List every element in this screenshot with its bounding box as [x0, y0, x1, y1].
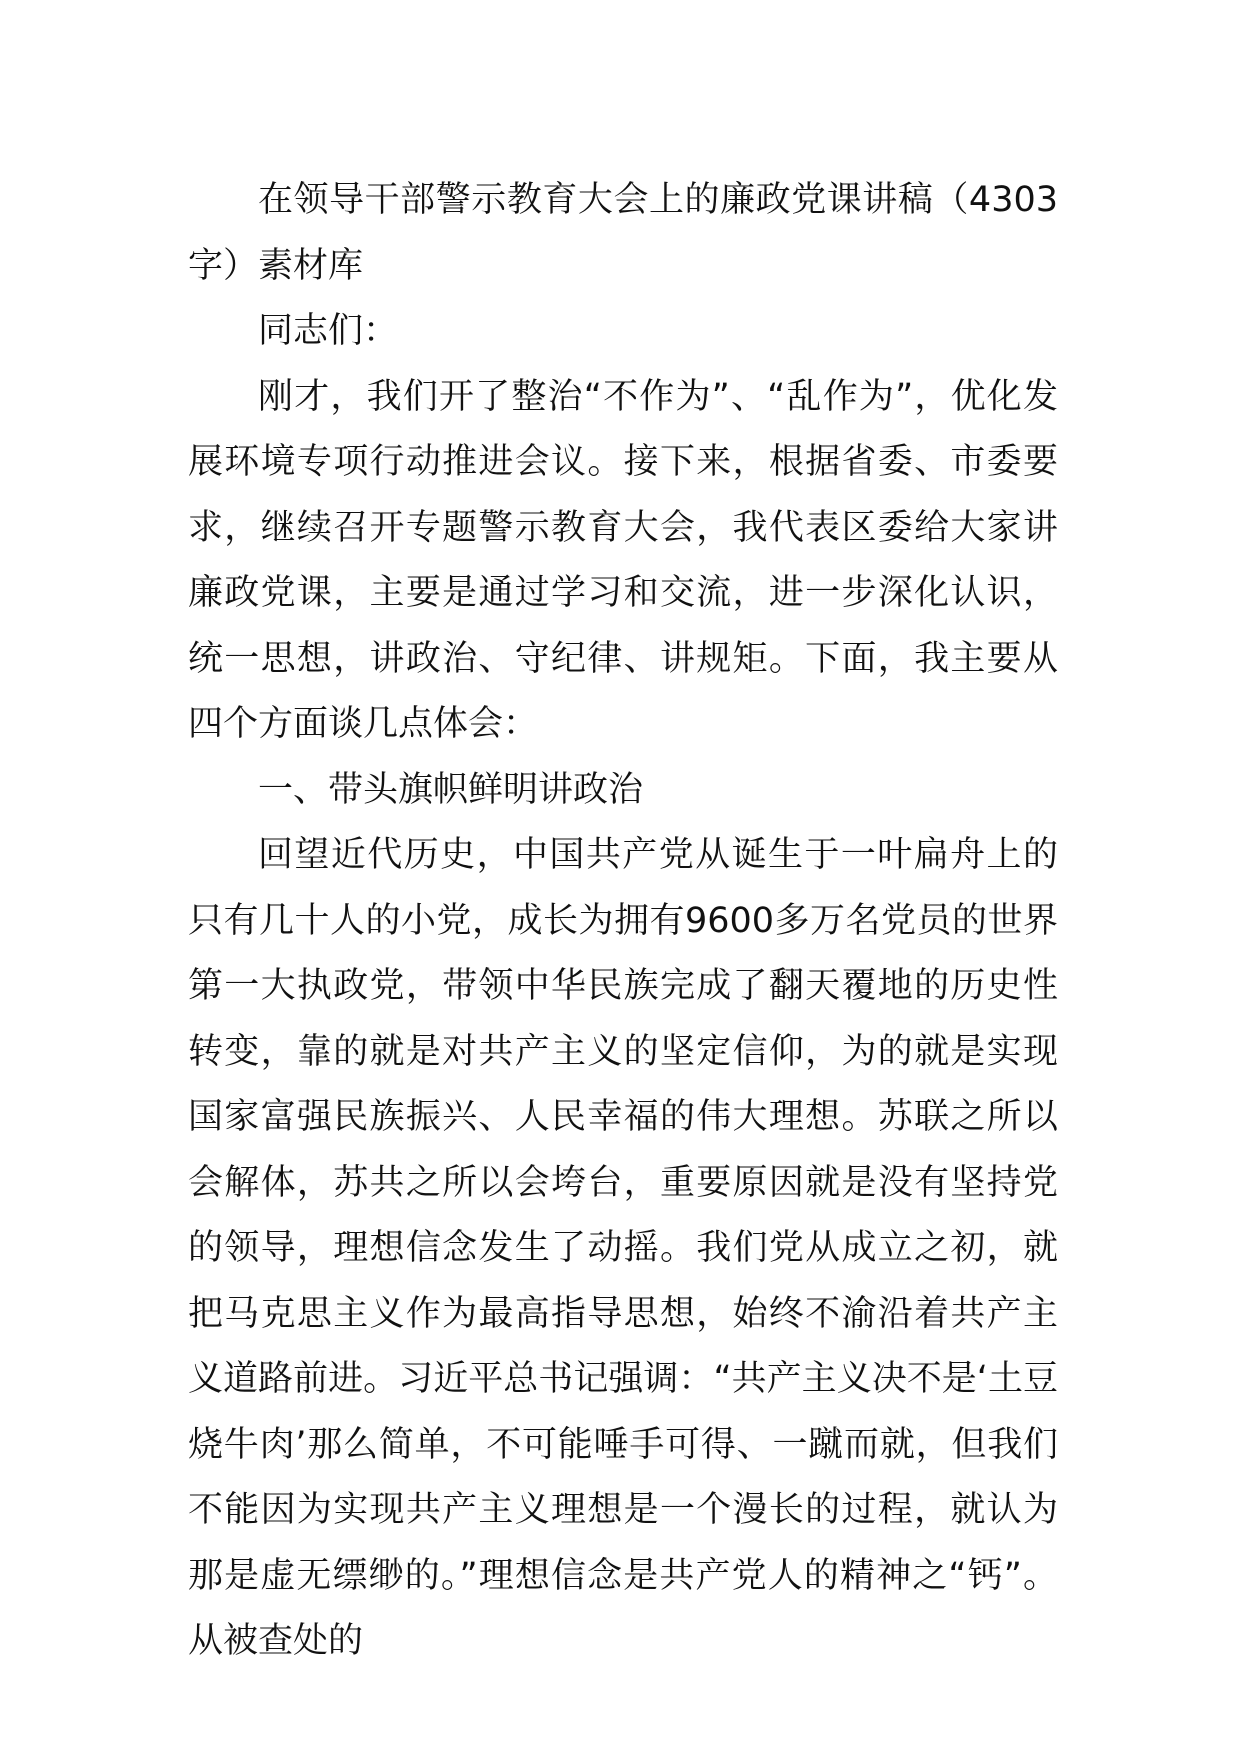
salutation: 同志们： [258, 311, 399, 351]
section-heading: 一、带头旗帜鲜明讲政治 [258, 769, 644, 810]
paragraph-body: 回望近代历史，中国共产党从诞生于一叶扁舟上的只有几十人的小党，成长为拥有9600多万名党员的世界第一大执政党，带领中华民族完成了翻天覆地的历史性转变，靠的就是对共产主义的坚定信仰，为的就是实现国家富强民族振兴、人民幸福的伟大理想。苏联之所以会解体，苏共之所以会垮台，重要原因就是没有坚持党的领导，理想信念发生了动摇。我们党从成立之初，就把马克思主义作为最高指导思想，始终不渝沿着共产主义道路前进。习近平总书记强调：“共产主义决不是‘土豆烧牛肉’那么简单，不可能唾手可得、一蹴而就，但我们不能因为实现共产主义理想是一个漫长的过程，就认为那是虚无缥缈的。”理想信念是共产党人的精神之“钙”。从被查处的 [188, 835, 1058, 1661]
document-body [188, 168, 1058, 1675]
document-title: 在领导干部警示教育大会上的廉政党课讲稿（4303字）素材库 [188, 180, 1058, 286]
paragraph-intro: 刚才，我们开了整治“不作为”、“乱作为”，优化发展环境专项行动推进会议。接下来，根据省委、市委要求，继续召开专题警示教育大会，我代表区委给大家讲廉政党课，主要是通过学习和交流，进一步深化认识，统一思想，讲政治、守纪律、讲规矩。下面，我主要从四个方面谈几点体会： [188, 376, 1058, 744]
